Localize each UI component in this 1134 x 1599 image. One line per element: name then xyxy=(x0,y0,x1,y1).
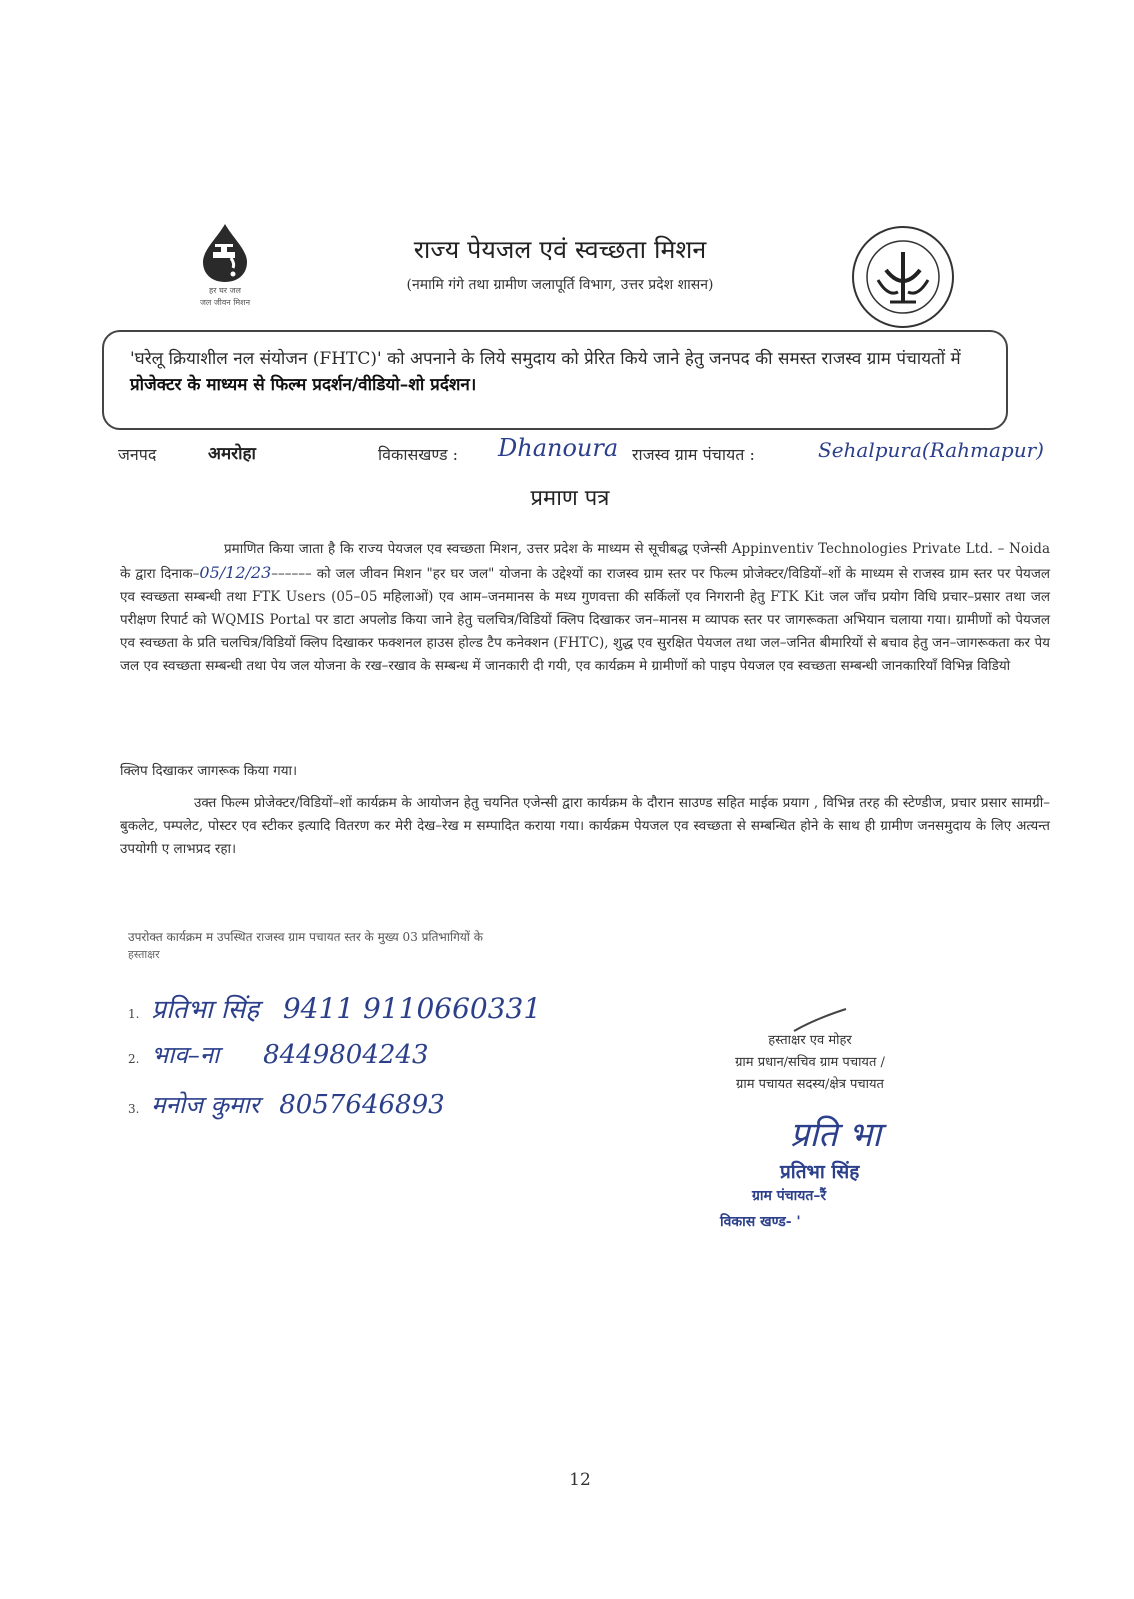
subject-box xyxy=(102,330,1008,430)
participants-note: उपरोक्त कार्यक्रम म उपस्थित राजस्व ग्राम पचायत स्तर के मुख्य 03 प्रतिभागियों के xyxy=(128,930,483,944)
jal-jeevan-mission-logo xyxy=(180,222,270,322)
signatory-role-line-1: ग्राम प्रधान/सचिव ग्राम पचायत / xyxy=(735,1055,885,1070)
participant-row xyxy=(128,1088,445,1121)
participant-phone: 8449804243 xyxy=(263,1040,429,1070)
development-block-stamp: विकास खण्ड- ' xyxy=(720,1214,801,1230)
signatory-role-line-2: ग्राम पचायत सदस्य/क्षेत्र पचायत xyxy=(736,1077,884,1092)
logo-tag-line1: हर घर जल xyxy=(209,286,241,295)
participants-note-sub: हस्ताक्षर xyxy=(128,948,160,961)
page-number: 12 xyxy=(569,1470,591,1490)
up-government-emblem xyxy=(848,222,958,332)
district-label: जनपद xyxy=(118,445,157,464)
participant-row xyxy=(128,1038,429,1071)
signature-seal-label: हस्ताक्षर एव मोहर xyxy=(768,1033,852,1048)
participant-name: मनोज कुमार xyxy=(151,1091,260,1119)
participant-row xyxy=(128,990,541,1026)
block-value-handwritten: Dhanoura xyxy=(498,434,619,462)
participant-name: भाव–ना xyxy=(151,1041,220,1069)
para1-part1: प्रमाणित किया जाता है कि राज्य पेयजल एव स्वच्छता मिशन, उत्तर प्रदेश के माध्यम से सूचीबद्ध एजेन्सी Appinventiv Technologies Private Ltd. – Noida के द्वारा दिनाक– xyxy=(120,541,1050,582)
district-value: अमरोहा xyxy=(208,444,256,464)
body-paragraph-2: उक्त फिल्म प्रोजेक्टर/विडियों–शों कार्यक्रम के आयोजन हेतु चयनित एजेन्सी द्वारा कार्यक्रम के दौरान साउण्ड सहित माईक प्रयाग , विभिन्न तरह की स्टेण्डीज, प्रचार प्रसार सामग्री–बुकलेट, पम्पलेट, पोस्टर एव स्टीकर इत्यादि वितरण कर मेरी देख–रेख म सम्पादित कराया गया। कार्यक्रम पेयजल एव स्वच्छता से सम्बन्धित होने के साथ ही ग्रामीण जनसमुदाय के लिए अत्यन्त उपयोगी ए लाभप्रद रहा। xyxy=(120,795,1050,857)
body-paragraph-1 xyxy=(120,538,1050,678)
logo-tag-line2: जल जीवन मिशन xyxy=(199,298,251,307)
participant-phone: 8057646893 xyxy=(279,1090,445,1120)
document-subtitle: (नमामि गंगे तथा ग्रामीण जलापूर्ति विभाग, उत्तर प्रदेश शासन) xyxy=(406,277,714,293)
pradhan-signature: प्रति भा xyxy=(790,1115,882,1155)
subject-bold-text: प्रोजेक्टर के माध्यम से फिल्म प्रदर्शन/वीडियो–शो प्रर्दशन। xyxy=(130,375,477,395)
para1-part2: –––––– को जल जीवन मिशन "हर घर जल" योजना के उद्देश्यों का राजस्व ग्राम स्तर पर फिल्म प्रोजेक्टर/विडियों–शों के माध्यम से राजस्व ग्राम स्तर पर पेयजल एव स्वच्छता सम्बन्धी तथा FTK Users (05–05 महिलाओं) एव आम–जनमानस के मध्य गुणवत्ता की सर्किलों एव निगरानी हेतु FTK Kit जल जाँच प्रयोग विधि प्रचार–प्रसार तथा जल परीक्षण रिपार्ट को WQMIS Portal पर डाटा अपलोड किया जाने हेतु चलचित्र/विडियों क्लिप दिखाकर जन–मानस म व्यापक स्तर पर जागरूकता अभियान चलाया गया। ग्रामीणों को पेयजल एव स्वच्छता के प्रति चलचित्र/विडियों क्लिप दिखाकर फक्शनल हाउस होल्ड टैप कनेक्शन (FHTC), शुद्ध एव सुरक्षित पेयजल तथा जल–जनित बीमारियों से बचाव हेतु जन–जागरूकता कर पेय जल एव स्वच्छता सम्बन्धी तथा पेय जल योजना के रख–रखाव के सम्बन्ध में जानकारी दी गयी, एव कार्यक्रम मे ग्रामीणों को पाइप पेयजल एव स्वच्छता सम्बन्धी जानकारियाँ विभिन्न विडियो xyxy=(120,566,1050,674)
gram-panchayat-stamp: ग्राम पंचायत–रैं xyxy=(752,1188,827,1204)
up-emblem-icon xyxy=(848,222,958,332)
subject-text: 'घरेलू क्रियाशील नल संयोजन (FHTC)' को अपनाने के लिये समुदाय को प्रेरित किये जाने हेतु जनपद की समस्त राजस्व ग्राम पंचायतों में xyxy=(130,349,961,369)
participant-phone: 9411 9110660331 xyxy=(282,992,542,1025)
participant-number: 2. xyxy=(128,1052,140,1066)
participant-name: प्रतिभा सिंह xyxy=(151,995,260,1025)
gp-value-handwritten: Sehalpura(Rahmapur) xyxy=(818,438,1044,462)
pradhan-name-stamp: प्रतिभा सिंह xyxy=(780,1161,860,1183)
certificate-title: प्रमाण पत्र xyxy=(530,486,610,511)
block-label: विकासखण्ड : xyxy=(378,445,459,464)
water-drop-tap-icon xyxy=(195,222,255,284)
participant-number: 1. xyxy=(128,1007,140,1021)
body-paragraph-1-tail: क्लिप दिखाकर जागरूक किया गया। xyxy=(120,763,298,779)
document-title: राज्य पेयजल एवं स्वच्छता मिशन xyxy=(413,235,707,264)
signatory-designation xyxy=(680,1030,940,1096)
gp-label: राजस्व ग्राम पंचायत : xyxy=(632,445,755,464)
participant-number: 3. xyxy=(128,1102,140,1116)
program-date: 05/12/23 xyxy=(199,563,272,582)
